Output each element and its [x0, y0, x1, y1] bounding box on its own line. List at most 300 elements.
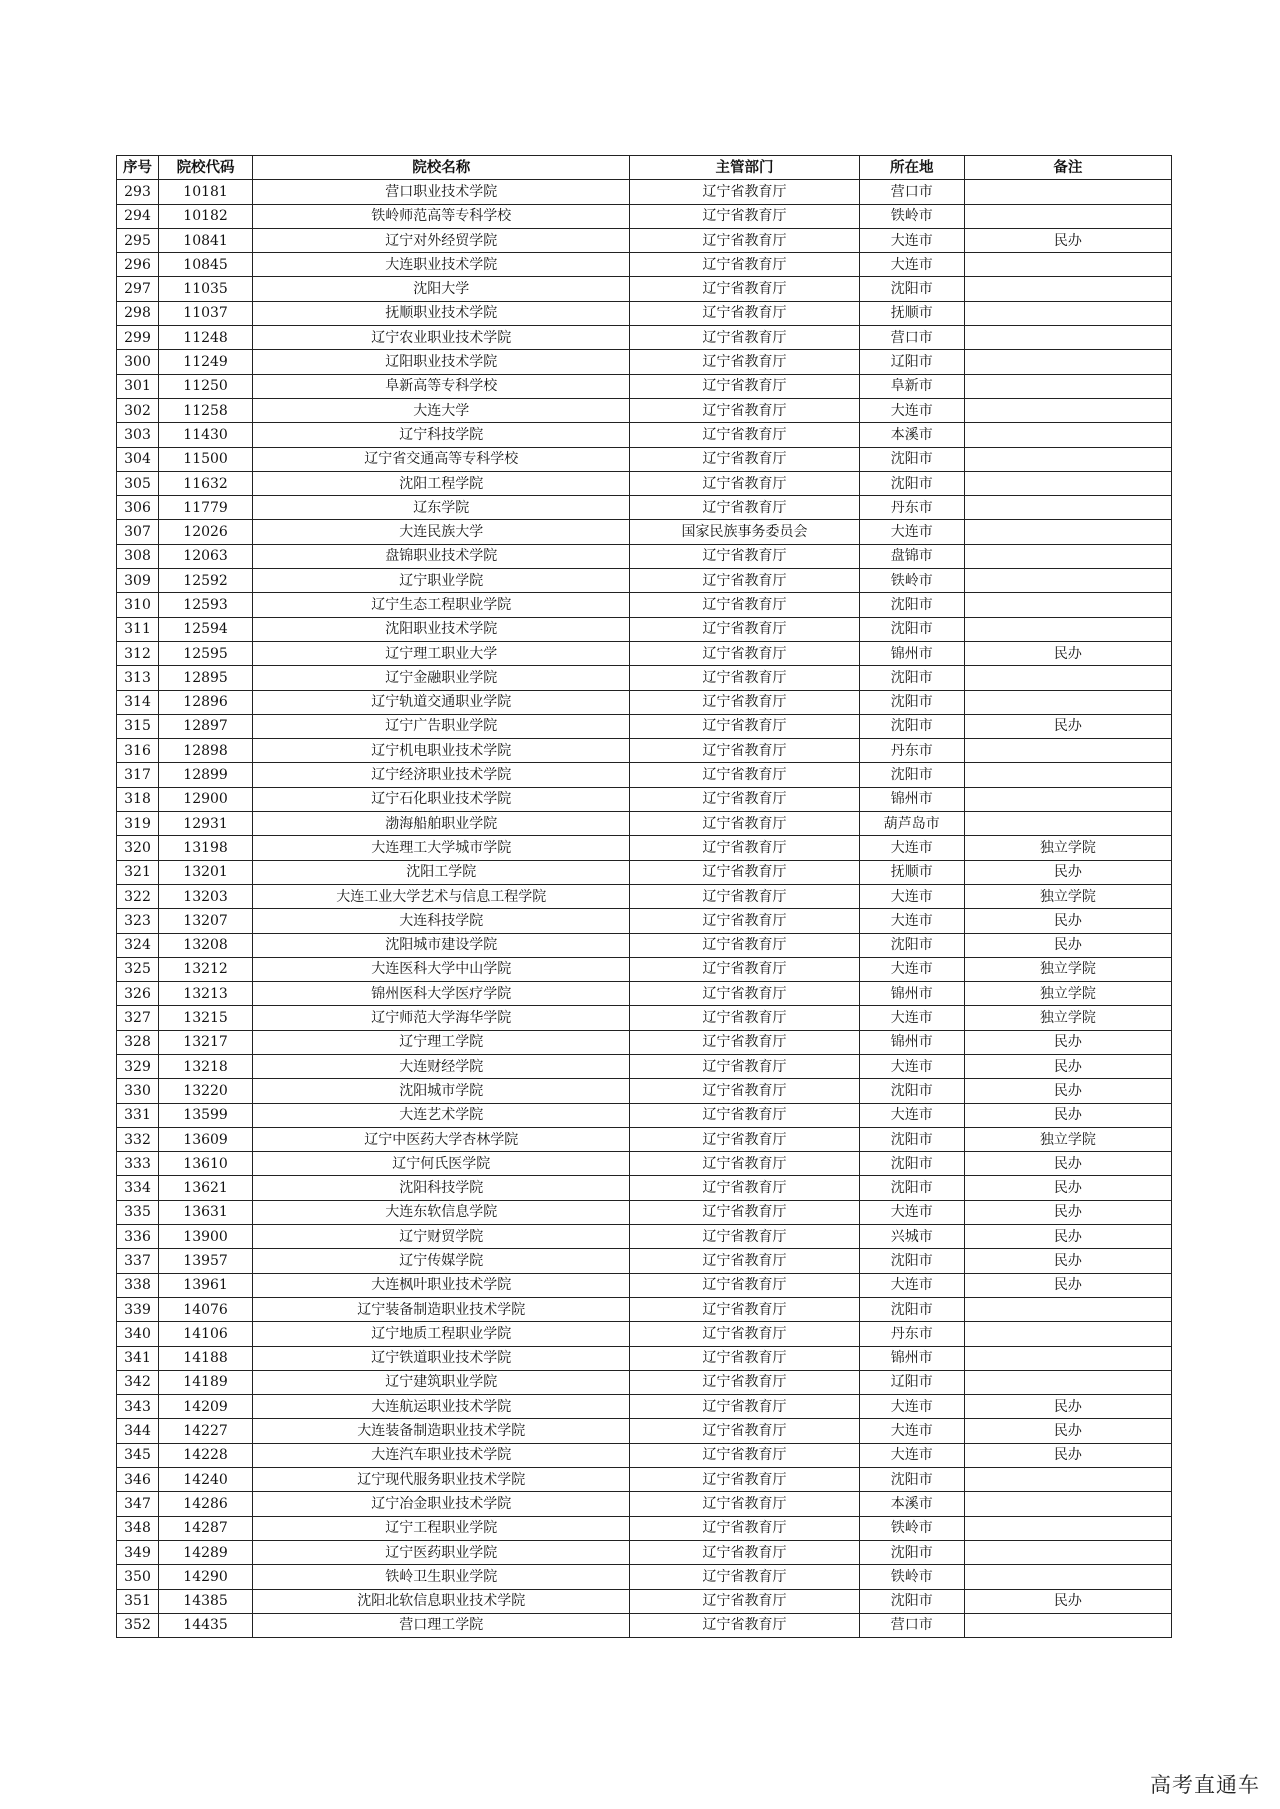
cell-remark: 民办	[964, 1079, 1171, 1103]
cell-location: 大连市	[859, 909, 964, 933]
cell-remark	[964, 301, 1171, 325]
cell-index: 331	[117, 1103, 159, 1127]
cell-code: 12593	[159, 593, 253, 617]
cell-index: 318	[117, 787, 159, 811]
cell-name: 大连枫叶职业技术学院	[253, 1273, 630, 1297]
cell-location: 大连市	[859, 1006, 964, 1030]
cell-name: 辽宁医药职业学院	[253, 1540, 630, 1564]
table-row	[117, 1006, 1172, 1030]
cell-remark	[964, 326, 1171, 350]
cell-name: 营口职业技术学院	[253, 180, 630, 204]
cell-remark	[964, 398, 1171, 422]
cell-name: 渤海船舶职业学院	[253, 812, 630, 836]
cell-location: 锦州市	[859, 982, 964, 1006]
cell-name: 辽宁财贸学院	[253, 1225, 630, 1249]
cell-index: 328	[117, 1030, 159, 1054]
cell-location: 大连市	[859, 1200, 964, 1224]
table-row	[117, 1200, 1172, 1224]
cell-name: 辽宁生态工程职业学院	[253, 593, 630, 617]
cell-location: 营口市	[859, 1613, 964, 1637]
table-row	[117, 933, 1172, 957]
cell-index: 339	[117, 1297, 159, 1321]
cell-location: 抚顺市	[859, 860, 964, 884]
institutions-table	[116, 155, 1172, 1638]
cell-location: 本溪市	[859, 1492, 964, 1516]
cell-remark	[964, 1613, 1171, 1637]
cell-location: 大连市	[859, 884, 964, 908]
cell-index: 347	[117, 1492, 159, 1516]
cell-index: 305	[117, 471, 159, 495]
table-row	[117, 471, 1172, 495]
cell-authority: 辽宁省教育厅	[630, 471, 859, 495]
cell-location: 大连市	[859, 1054, 964, 1078]
table-row	[117, 398, 1172, 422]
cell-location: 丹东市	[859, 496, 964, 520]
cell-index: 321	[117, 860, 159, 884]
table-row	[117, 277, 1172, 301]
cell-remark	[964, 496, 1171, 520]
cell-name: 辽宁何氏医学院	[253, 1152, 630, 1176]
table-row	[117, 884, 1172, 908]
cell-code: 12895	[159, 666, 253, 690]
cell-location: 大连市	[859, 398, 964, 422]
cell-code: 12594	[159, 617, 253, 641]
cell-location: 营口市	[859, 180, 964, 204]
table-row	[117, 1030, 1172, 1054]
cell-code: 11250	[159, 374, 253, 398]
cell-remark: 民办	[964, 1589, 1171, 1613]
table-row	[117, 1540, 1172, 1564]
header-name: 院校名称	[253, 156, 630, 180]
cell-code: 13621	[159, 1176, 253, 1200]
cell-name: 大连民族大学	[253, 520, 630, 544]
table-row	[117, 617, 1172, 641]
cell-remark	[964, 1492, 1171, 1516]
cell-authority: 辽宁省教育厅	[630, 1079, 859, 1103]
cell-authority: 辽宁省教育厅	[630, 1395, 859, 1419]
table-row	[117, 1079, 1172, 1103]
cell-remark: 民办	[964, 1395, 1171, 1419]
table-row	[117, 641, 1172, 665]
cell-location: 沈阳市	[859, 1468, 964, 1492]
cell-remark	[964, 374, 1171, 398]
cell-remark	[964, 253, 1171, 277]
cell-name: 锦州医科大学医疗学院	[253, 982, 630, 1006]
cell-location: 辽阳市	[859, 1370, 964, 1394]
cell-code: 11249	[159, 350, 253, 374]
cell-name: 沈阳北软信息职业技术学院	[253, 1589, 630, 1613]
cell-name: 辽宁现代服务职业技术学院	[253, 1468, 630, 1492]
cell-code: 13220	[159, 1079, 253, 1103]
cell-index: 310	[117, 593, 159, 617]
cell-location: 大连市	[859, 957, 964, 981]
cell-location: 铁岭市	[859, 204, 964, 228]
cell-remark: 民办	[964, 1030, 1171, 1054]
cell-location: 沈阳市	[859, 1589, 964, 1613]
cell-name: 辽宁师范大学海华学院	[253, 1006, 630, 1030]
cell-location: 锦州市	[859, 1346, 964, 1370]
table-row	[117, 253, 1172, 277]
table-row	[117, 666, 1172, 690]
cell-index: 295	[117, 228, 159, 252]
table-row	[117, 1370, 1172, 1394]
cell-index: 335	[117, 1200, 159, 1224]
cell-location: 铁岭市	[859, 569, 964, 593]
cell-authority: 辽宁省教育厅	[630, 1054, 859, 1078]
cell-name: 大连医科大学中山学院	[253, 957, 630, 981]
header-code: 院校代码	[159, 156, 253, 180]
cell-remark: 民办	[964, 1249, 1171, 1273]
cell-name: 沈阳城市建设学院	[253, 933, 630, 957]
cell-location: 沈阳市	[859, 1152, 964, 1176]
cell-location: 沈阳市	[859, 1079, 964, 1103]
cell-code: 10182	[159, 204, 253, 228]
cell-index: 343	[117, 1395, 159, 1419]
cell-index: 323	[117, 909, 159, 933]
cell-index: 332	[117, 1127, 159, 1151]
cell-name: 辽宁农业职业技术学院	[253, 326, 630, 350]
cell-code: 14286	[159, 1492, 253, 1516]
cell-authority: 辽宁省教育厅	[630, 301, 859, 325]
cell-code: 14287	[159, 1516, 253, 1540]
cell-remark: 民办	[964, 1225, 1171, 1249]
cell-name: 盘锦职业技术学院	[253, 544, 630, 568]
cell-code: 11500	[159, 447, 253, 471]
cell-remark	[964, 569, 1171, 593]
watermark-text: 高考直通车	[1150, 1773, 1260, 1797]
cell-name: 大连汽车职业技术学院	[253, 1443, 630, 1467]
cell-name: 辽宁广告职业学院	[253, 714, 630, 738]
cell-remark: 民办	[964, 641, 1171, 665]
table-row	[117, 326, 1172, 350]
cell-index: 306	[117, 496, 159, 520]
cell-name: 铁岭师范高等专科学校	[253, 204, 630, 228]
cell-index: 314	[117, 690, 159, 714]
cell-location: 沈阳市	[859, 690, 964, 714]
cell-name: 辽东学院	[253, 496, 630, 520]
table-row	[117, 228, 1172, 252]
cell-location: 大连市	[859, 836, 964, 860]
cell-name: 阜新高等专科学校	[253, 374, 630, 398]
cell-remark: 民办	[964, 1273, 1171, 1297]
cell-index: 319	[117, 812, 159, 836]
cell-code: 12900	[159, 787, 253, 811]
cell-authority: 辽宁省教育厅	[630, 204, 859, 228]
cell-authority: 辽宁省教育厅	[630, 739, 859, 763]
cell-code: 11632	[159, 471, 253, 495]
cell-authority: 辽宁省教育厅	[630, 1249, 859, 1273]
cell-index: 329	[117, 1054, 159, 1078]
cell-remark	[964, 690, 1171, 714]
header-row	[117, 156, 1172, 180]
table-row	[117, 520, 1172, 544]
cell-code: 12595	[159, 641, 253, 665]
cell-location: 辽阳市	[859, 350, 964, 374]
cell-index: 333	[117, 1152, 159, 1176]
table-row	[117, 909, 1172, 933]
cell-remark	[964, 812, 1171, 836]
table-row	[117, 982, 1172, 1006]
cell-code: 14290	[159, 1565, 253, 1589]
table-row	[117, 374, 1172, 398]
cell-remark	[964, 180, 1171, 204]
cell-authority: 辽宁省教育厅	[630, 447, 859, 471]
cell-authority: 辽宁省教育厅	[630, 714, 859, 738]
cell-name: 大连大学	[253, 398, 630, 422]
cell-index: 341	[117, 1346, 159, 1370]
cell-code: 14106	[159, 1322, 253, 1346]
cell-remark	[964, 204, 1171, 228]
cell-location: 大连市	[859, 1395, 964, 1419]
cell-index: 315	[117, 714, 159, 738]
cell-authority: 辽宁省教育厅	[630, 933, 859, 957]
cell-code: 14227	[159, 1419, 253, 1443]
cell-authority: 辽宁省教育厅	[630, 884, 859, 908]
cell-code: 10181	[159, 180, 253, 204]
table-row	[117, 593, 1172, 617]
cell-authority: 辽宁省教育厅	[630, 544, 859, 568]
cell-authority: 辽宁省教育厅	[630, 253, 859, 277]
cell-code: 13198	[159, 836, 253, 860]
cell-index: 330	[117, 1079, 159, 1103]
cell-authority: 辽宁省教育厅	[630, 982, 859, 1006]
cell-code: 14228	[159, 1443, 253, 1467]
cell-name: 辽宁科技学院	[253, 423, 630, 447]
cell-index: 327	[117, 1006, 159, 1030]
table-row	[117, 1565, 1172, 1589]
cell-index: 316	[117, 739, 159, 763]
cell-name: 营口理工学院	[253, 1613, 630, 1637]
cell-code: 13599	[159, 1103, 253, 1127]
table-row	[117, 1152, 1172, 1176]
cell-name: 辽宁省交通高等专科学校	[253, 447, 630, 471]
cell-name: 沈阳大学	[253, 277, 630, 301]
cell-authority: 辽宁省教育厅	[630, 1225, 859, 1249]
cell-authority: 辽宁省教育厅	[630, 1540, 859, 1564]
table-row	[117, 180, 1172, 204]
cell-authority: 辽宁省教育厅	[630, 909, 859, 933]
cell-remark	[964, 544, 1171, 568]
cell-name: 辽宁铁道职业技术学院	[253, 1346, 630, 1370]
cell-authority: 辽宁省教育厅	[630, 1103, 859, 1127]
cell-remark	[964, 593, 1171, 617]
cell-name: 大连东软信息学院	[253, 1200, 630, 1224]
table-row	[117, 204, 1172, 228]
cell-authority: 辽宁省教育厅	[630, 1176, 859, 1200]
cell-remark: 民办	[964, 1200, 1171, 1224]
table-row	[117, 350, 1172, 374]
table-row	[117, 860, 1172, 884]
table-row	[117, 1468, 1172, 1492]
cell-name: 辽宁地质工程职业学院	[253, 1322, 630, 1346]
cell-code: 13609	[159, 1127, 253, 1151]
cell-remark: 民办	[964, 714, 1171, 738]
cell-location: 大连市	[859, 253, 964, 277]
cell-code: 12897	[159, 714, 253, 738]
cell-code: 13610	[159, 1152, 253, 1176]
cell-remark	[964, 423, 1171, 447]
cell-index: 351	[117, 1589, 159, 1613]
cell-location: 锦州市	[859, 641, 964, 665]
cell-code: 13900	[159, 1225, 253, 1249]
cell-code: 13631	[159, 1200, 253, 1224]
table-row	[117, 690, 1172, 714]
cell-index: 344	[117, 1419, 159, 1443]
cell-location: 锦州市	[859, 787, 964, 811]
cell-index: 326	[117, 982, 159, 1006]
cell-name: 辽宁轨道交通职业学院	[253, 690, 630, 714]
table-row	[117, 1419, 1172, 1443]
cell-authority: 辽宁省教育厅	[630, 1322, 859, 1346]
cell-index: 348	[117, 1516, 159, 1540]
cell-index: 324	[117, 933, 159, 957]
cell-authority: 辽宁省教育厅	[630, 1152, 859, 1176]
cell-location: 大连市	[859, 1103, 964, 1127]
cell-index: 307	[117, 520, 159, 544]
cell-code: 14240	[159, 1468, 253, 1492]
cell-name: 抚顺职业技术学院	[253, 301, 630, 325]
cell-remark	[964, 277, 1171, 301]
cell-remark	[964, 1322, 1171, 1346]
cell-code: 11779	[159, 496, 253, 520]
cell-location: 抚顺市	[859, 301, 964, 325]
cell-code: 13208	[159, 933, 253, 957]
cell-location: 阜新市	[859, 374, 964, 398]
cell-code: 12898	[159, 739, 253, 763]
cell-authority: 辽宁省教育厅	[630, 957, 859, 981]
cell-location: 沈阳市	[859, 1127, 964, 1151]
cell-location: 沈阳市	[859, 1540, 964, 1564]
cell-authority: 辽宁省教育厅	[630, 641, 859, 665]
table-row	[117, 836, 1172, 860]
cell-authority: 辽宁省教育厅	[630, 1419, 859, 1443]
cell-code: 14209	[159, 1395, 253, 1419]
cell-location: 丹东市	[859, 1322, 964, 1346]
cell-code: 13218	[159, 1054, 253, 1078]
cell-remark	[964, 666, 1171, 690]
cell-remark: 独立学院	[964, 982, 1171, 1006]
table-row	[117, 1054, 1172, 1078]
table-row	[117, 447, 1172, 471]
cell-authority: 辽宁省教育厅	[630, 593, 859, 617]
cell-location: 沈阳市	[859, 277, 964, 301]
cell-name: 大连科技学院	[253, 909, 630, 933]
cell-code: 11258	[159, 398, 253, 422]
cell-location: 沈阳市	[859, 1297, 964, 1321]
cell-location: 沈阳市	[859, 447, 964, 471]
cell-index: 352	[117, 1613, 159, 1637]
cell-remark	[964, 471, 1171, 495]
cell-code: 10845	[159, 253, 253, 277]
cell-code: 13213	[159, 982, 253, 1006]
cell-name: 大连财经学院	[253, 1054, 630, 1078]
cell-remark: 民办	[964, 1419, 1171, 1443]
cell-code: 14076	[159, 1297, 253, 1321]
cell-code: 10841	[159, 228, 253, 252]
table-row	[117, 763, 1172, 787]
cell-code: 13207	[159, 909, 253, 933]
cell-authority: 辽宁省教育厅	[630, 398, 859, 422]
cell-code: 12063	[159, 544, 253, 568]
header-index: 序号	[117, 156, 159, 180]
cell-index: 301	[117, 374, 159, 398]
cell-index: 336	[117, 1225, 159, 1249]
cell-code: 13201	[159, 860, 253, 884]
cell-remark: 独立学院	[964, 836, 1171, 860]
cell-remark	[964, 447, 1171, 471]
cell-remark	[964, 739, 1171, 763]
cell-authority: 辽宁省教育厅	[630, 326, 859, 350]
cell-authority: 辽宁省教育厅	[630, 1613, 859, 1637]
cell-location: 大连市	[859, 1273, 964, 1297]
cell-code: 13961	[159, 1273, 253, 1297]
cell-code: 11037	[159, 301, 253, 325]
header-location: 所在地	[859, 156, 964, 180]
cell-authority: 辽宁省教育厅	[630, 423, 859, 447]
header-authority: 主管部门	[630, 156, 859, 180]
cell-remark	[964, 617, 1171, 641]
cell-code: 14385	[159, 1589, 253, 1613]
cell-code: 11430	[159, 423, 253, 447]
table-row	[117, 1225, 1172, 1249]
cell-authority: 辽宁省教育厅	[630, 666, 859, 690]
table-row	[117, 569, 1172, 593]
cell-authority: 辽宁省教育厅	[630, 860, 859, 884]
cell-authority: 辽宁省教育厅	[630, 1589, 859, 1613]
cell-index: 320	[117, 836, 159, 860]
cell-code: 13957	[159, 1249, 253, 1273]
cell-authority: 辽宁省教育厅	[630, 617, 859, 641]
cell-location: 大连市	[859, 1443, 964, 1467]
cell-remark: 独立学院	[964, 957, 1171, 981]
cell-remark	[964, 763, 1171, 787]
cell-authority: 辽宁省教育厅	[630, 1443, 859, 1467]
table-row	[117, 1322, 1172, 1346]
cell-authority: 辽宁省教育厅	[630, 569, 859, 593]
cell-authority: 辽宁省教育厅	[630, 496, 859, 520]
cell-index: 296	[117, 253, 159, 277]
cell-remark: 民办	[964, 1054, 1171, 1078]
cell-location: 锦州市	[859, 1030, 964, 1054]
cell-index: 294	[117, 204, 159, 228]
cell-name: 辽阳职业技术学院	[253, 350, 630, 374]
table-row	[117, 1516, 1172, 1540]
cell-remark	[964, 1297, 1171, 1321]
cell-code: 12899	[159, 763, 253, 787]
cell-name: 大连职业技术学院	[253, 253, 630, 277]
cell-remark	[964, 1346, 1171, 1370]
table-row	[117, 1589, 1172, 1613]
cell-authority: 辽宁省教育厅	[630, 1200, 859, 1224]
cell-remark: 民办	[964, 933, 1171, 957]
cell-name: 辽宁对外经贸学院	[253, 228, 630, 252]
cell-location: 铁岭市	[859, 1565, 964, 1589]
cell-authority: 辽宁省教育厅	[630, 812, 859, 836]
cell-code: 13203	[159, 884, 253, 908]
cell-name: 辽宁传媒学院	[253, 1249, 630, 1273]
cell-authority: 辽宁省教育厅	[630, 1127, 859, 1151]
cell-remark	[964, 520, 1171, 544]
cell-remark: 民办	[964, 1152, 1171, 1176]
cell-location: 丹东市	[859, 739, 964, 763]
cell-index: 303	[117, 423, 159, 447]
cell-index: 299	[117, 326, 159, 350]
cell-location: 沈阳市	[859, 933, 964, 957]
table-row	[117, 1492, 1172, 1516]
cell-location: 大连市	[859, 228, 964, 252]
cell-authority: 辽宁省教育厅	[630, 1516, 859, 1540]
cell-authority: 辽宁省教育厅	[630, 374, 859, 398]
